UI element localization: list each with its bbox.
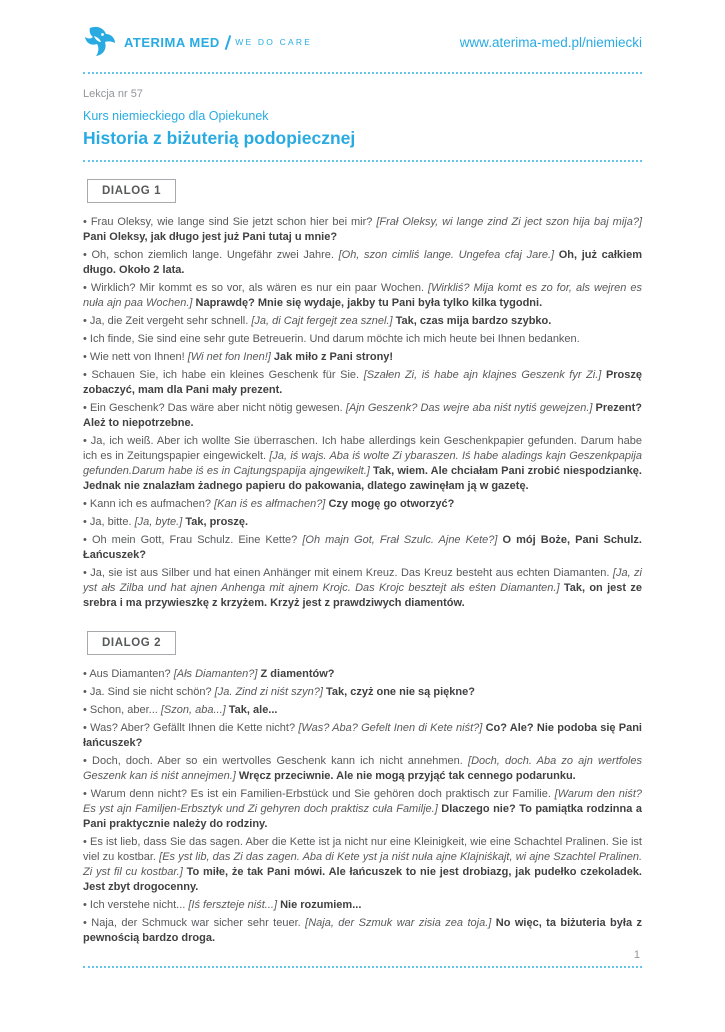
dialog-line-german: Doch, doch. Aber so ein wertvolles Geschenk kann ich nicht annehmen. bbox=[92, 755, 463, 767]
dialog-line-german: Was? Aber? Gefällt Ihnen die Kette nicht? bbox=[90, 722, 296, 734]
dialog-line bbox=[83, 787, 642, 832]
dialog-line bbox=[83, 281, 642, 311]
footer bbox=[83, 949, 642, 968]
dialog-line-bullet: • bbox=[83, 516, 87, 528]
dialog-line-bullet: • bbox=[83, 498, 87, 510]
dialog-line-bullet: • bbox=[83, 686, 87, 698]
dialog-line-phonetic: [Doch, doch. Aba zo ajn wertfoles Geszenk kan iś niśt annejmen.] bbox=[83, 755, 642, 782]
dialog-line bbox=[83, 835, 642, 895]
dialog-line-bullet: • bbox=[83, 216, 87, 228]
logo-name: ATERIMA MED bbox=[124, 34, 220, 50]
dialog-line-phonetic: [Szałen Zi, iś habe ajn klajnes Geszenk fyr Zi.] bbox=[363, 369, 602, 381]
dialog-line-phonetic: [Ja, di Cajt fergejt zea sznel.] bbox=[251, 315, 393, 327]
dialog-line bbox=[83, 515, 642, 530]
dialog-line-phonetic: [Kan iś es ałfmachen?] bbox=[214, 498, 326, 510]
lesson-number: Lekcja nr 57 bbox=[83, 88, 143, 100]
dialog-line-german: Oh mein Gott, Frau Schulz. Eine Kette? bbox=[91, 534, 298, 546]
dialog-line-polish: Tak, czas mija bardzo szybko. bbox=[395, 315, 552, 327]
dialog-line-phonetic: [Ja. Zind zi niśt szyn?] bbox=[214, 686, 323, 698]
dialog-line-german: Ja. Sind sie nicht schön? bbox=[89, 686, 212, 698]
dialog-line-polish: Tak, proszę. bbox=[185, 516, 249, 528]
dialog-line-polish: Z diamentów? bbox=[260, 668, 335, 680]
dialog-2-label: DIALOG 2 bbox=[87, 631, 176, 655]
dialog-line bbox=[83, 721, 642, 751]
dialog-line-bullet: • bbox=[83, 351, 87, 363]
dialog-line-bullet: • bbox=[83, 836, 87, 848]
dialog-line-german: Warum denn nicht? Es ist ein Familien-Erbstück und Sie gehören doch praktisch zur Familie. bbox=[90, 788, 551, 800]
dialog-line-phonetic: [Ajn Geszenk? Das wejre aba niśt nytiś gewejzen.] bbox=[345, 402, 593, 414]
header bbox=[83, 26, 642, 58]
dialog-line-german: Ja, die Zeit vergeht sehr schnell. bbox=[89, 315, 249, 327]
dialog-line bbox=[83, 368, 642, 398]
dialog-line-polish: Tak, czyż one nie są piękne? bbox=[325, 686, 475, 698]
dialog-line bbox=[83, 533, 642, 563]
dialog-line-german: Ja, sie ist aus Silber und hat einen Anhänger mit einem Kreuz. Das Kreuz besteht aus echten Diamanten. bbox=[90, 567, 610, 579]
footer-divider bbox=[83, 966, 642, 968]
dialog-line-german: Aus Diamanten? bbox=[89, 668, 171, 680]
page-number: 1 bbox=[633, 949, 640, 961]
dialog-line-polish: Nie rozumiem... bbox=[280, 899, 362, 911]
dialog-line bbox=[83, 434, 642, 494]
dialog-line-bullet: • bbox=[83, 435, 87, 447]
page-title: Historia z biżuterią podopiecznej bbox=[83, 128, 356, 148]
dialog-line-bullet: • bbox=[83, 249, 87, 261]
dialog-line-phonetic: [Szon, aba...] bbox=[160, 704, 226, 716]
dialog-line-polish: Jak miło z Pani strony! bbox=[273, 351, 394, 363]
dialog-line-german: Ja, bitte. bbox=[89, 516, 132, 528]
dialog-line-german: Frau Oleksy, wie lange sind Sie jetzt schon hier bei mir? bbox=[90, 216, 373, 228]
dialog-line bbox=[83, 350, 642, 365]
dialog-line bbox=[83, 566, 642, 611]
dialog-line-bullet: • bbox=[83, 704, 87, 716]
logo-tagline: WE DO CARE bbox=[235, 37, 313, 47]
course-label: Kurs niemieckiego dla Opiekunek bbox=[83, 109, 269, 123]
dialog-line bbox=[83, 754, 642, 784]
site-url-link[interactable]: www.aterima-med.pl/niemiecki bbox=[459, 34, 642, 50]
aterima-logo bbox=[83, 26, 312, 58]
dialog-line-polish: No więc, ta biżuteria była z pewnością bardzo droga. bbox=[83, 917, 643, 944]
dialog-section-2 bbox=[83, 631, 642, 949]
dialog-2-lines bbox=[83, 667, 642, 946]
dialog-line-bullet: • bbox=[83, 282, 87, 294]
dialog-line-bullet: • bbox=[83, 899, 87, 911]
dialog-line-phonetic: [Was? Aba? Gefelt Inen di Kete niśt?] bbox=[298, 722, 483, 734]
dialog-line-polish: To miłe, że tak Pani mówi. Ale łańcuszek to nie jest drobiazg, jak pudełko czekoladek. Jest zbyt drogocenny. bbox=[83, 866, 642, 893]
dialog-line-german: Es ist lieb, dass Sie das sagen. Aber die Kette ist ja nicht nur eine Kleinigkeit, wie eine Schachtel Pralinen. Sie ist viel zu kostbar. bbox=[83, 836, 642, 863]
dialog-line-polish: Pani Oleksy, jak długo jest już Pani tutaj u mnie? bbox=[83, 231, 338, 243]
dialog-line-polish: Wręcz przeciwnie. Ale nie mogą przyjąć tak cennego podarunku. bbox=[238, 770, 576, 782]
dialog-line-phonetic: [Iś ferszteje niśt...] bbox=[188, 899, 278, 911]
dialog-line bbox=[83, 898, 642, 913]
dialog-line-german: Ja, ich weiß. Aber ich wollte Sie überraschen. Ich habe allerdings kein Geschenkpapier gefunden. Darum habe ich es in Zeitungspapier eingewickelt. bbox=[83, 435, 643, 462]
dialog-line-phonetic: [Wirkliś? Mija komt es zo for, als wejren es nuła ajn paa Wochen.] bbox=[83, 282, 643, 309]
dialog-line-bullet: • bbox=[83, 315, 87, 327]
dialog-line-polish: Oh, już całkiem długo. Około 2 lata. bbox=[83, 249, 642, 276]
dialog-line-bullet: • bbox=[83, 534, 87, 546]
dialog-line-phonetic: [Naja, der Szmuk war zisia zea toja.] bbox=[305, 917, 492, 929]
dialog-line-polish: Czy mogę go otworzyć? bbox=[328, 498, 455, 510]
dialog-line-german: Wie nett von Ihnen! bbox=[89, 351, 185, 363]
dialog-line-phonetic: [Ałs Diamanten?] bbox=[173, 668, 258, 680]
dialog-line-polish: Proszę zobaczyć, mam dla Pani mały prezent. bbox=[83, 369, 643, 396]
dialog-section-1 bbox=[83, 179, 642, 614]
dialog-line-german: Kann ich es aufmachen? bbox=[89, 498, 212, 510]
dialog-line-polish: Tak, on jest ze srebra i ma przywieszkę z krzyżem. Krzyż jest z prawdziwych diamentów. bbox=[83, 582, 642, 609]
dialog-line-german: Ein Geschenk? Das wäre aber nicht nötig gewesen. bbox=[89, 402, 343, 414]
dialog-line-polish: Co? Ale? Nie podoba się Pani łańcuszek? bbox=[83, 722, 642, 749]
dialog-line bbox=[83, 401, 642, 431]
dialog-line-german: Schauen Sie, ich habe ein kleines Geschenk für Sie. bbox=[91, 369, 360, 381]
dialog-line bbox=[83, 685, 642, 700]
dialog-line-phonetic: [Oh majn Got, Frał Szulc. Ajne Kete?] bbox=[302, 534, 498, 546]
dialog-1-lines bbox=[83, 215, 642, 611]
dialog-line-bullet: • bbox=[83, 722, 87, 734]
dialog-line-phonetic: [Ja, byte.] bbox=[134, 516, 183, 528]
dialog-line-phonetic: [Oh, szon cimliś lange. Ungefea cfaj Jare.] bbox=[338, 249, 555, 261]
dialog-line-bullet: • bbox=[83, 917, 87, 929]
dialog-line-phonetic: [Frał Oleksy, wi lange zind Zi ject szon hija baj mija?] bbox=[376, 216, 642, 228]
dialog-line-bullet: • bbox=[83, 788, 87, 800]
dialog-line-german: Schon, aber... bbox=[89, 704, 158, 716]
dialog-line bbox=[83, 332, 642, 347]
aterima-bird-icon bbox=[83, 26, 117, 58]
dialog-line bbox=[83, 703, 642, 718]
dialog-line-polish: O mój Boże, Pani Schulz. Łańcuszek? bbox=[83, 534, 642, 561]
dialog-line-german: Oh, schon ziemlich lange. Ungefähr zwei Jahre. bbox=[91, 249, 334, 261]
dialog-line bbox=[83, 916, 642, 946]
dialog-line bbox=[83, 667, 642, 682]
dialog-line bbox=[83, 497, 642, 512]
dialog-line-german: Naja, der Schmuck war sicher sehr teuer. bbox=[91, 917, 301, 929]
logo-text bbox=[124, 35, 312, 50]
dialog-line-polish: Prezent? Ależ to niepotrzebne. bbox=[83, 402, 642, 429]
dialog-line-polish: Naprawdę? Mnie się wydaje, jakby tu Pani była tylko kilka tygodni. bbox=[195, 297, 543, 309]
dialog-line-bullet: • bbox=[83, 333, 87, 345]
lesson-head bbox=[83, 74, 642, 160]
dialog-line-german: Wirklich? Mir kommt es so vor, als wären es nur ein paar Wochen. bbox=[90, 282, 425, 294]
logo-separator bbox=[225, 35, 231, 50]
dialog-line-polish: Dlaczego nie? To pamiątka rodzinna a Pani praktycznie należy do rodziny. bbox=[83, 803, 642, 830]
dialog-line-phonetic: [Warum den niśt? Es yst ajn Familjen-Erbsztyk und Zi gehyren doch praktisz cuła Familje.] bbox=[83, 788, 643, 815]
dialog-line-bullet: • bbox=[83, 668, 87, 680]
dialog-1-label: DIALOG 1 bbox=[87, 179, 176, 203]
dialog-line bbox=[83, 215, 642, 245]
dialog-line-bullet: • bbox=[83, 567, 87, 579]
dialog-line-phonetic: [Wi net fon Inen!] bbox=[187, 351, 271, 363]
dialog-line-german: Ich finde, Sie sind eine sehr gute Betreuerin. Und darum möchte ich mich heute bei Ihnen bedanken. bbox=[89, 333, 580, 345]
dialog-line-phonetic: [Es yst lib, das Zi das zagen. Aba di Kete yst ja niśt nuła ajne Klajniśkajt, wi ajne Szachtel Pralinen. Zi yst fil cu kostbar.] bbox=[83, 851, 642, 878]
dialog-line bbox=[83, 248, 642, 278]
title-divider bbox=[83, 160, 642, 162]
dialog-line-german: Ich verstehe nicht... bbox=[89, 899, 186, 911]
dialog-line-bullet: • bbox=[83, 402, 87, 414]
dialog-line-polish: Tak, wiem. Ale chciałam Pani zrobić niespodziankę. Jednak nie znalazłam żadnego papieru do pakowania, dlatego zawinęłam ją w gazetę. bbox=[83, 465, 642, 492]
dialog-line-bullet: • bbox=[83, 755, 87, 767]
dialog-line-phonetic: [Ja, zi yst ałs Zilba und hat ajnen Anhenga mit ajnem Krojc. Das Krojc besztejt ałs eśten Diamanten.] bbox=[83, 567, 642, 594]
dialog-line-phonetic: [Ja, iś wajs. Aba iś wolte Zi ybaraszen. Iś habe aladings kajn Geszenkpapija gefunden.Darum habe iś es in Cajtungspapija ajngewikelt.] bbox=[83, 450, 642, 477]
dialog-line-polish: Tak, ale... bbox=[228, 704, 278, 716]
dialog-line-bullet: • bbox=[83, 369, 87, 381]
dialog-line bbox=[83, 314, 642, 329]
